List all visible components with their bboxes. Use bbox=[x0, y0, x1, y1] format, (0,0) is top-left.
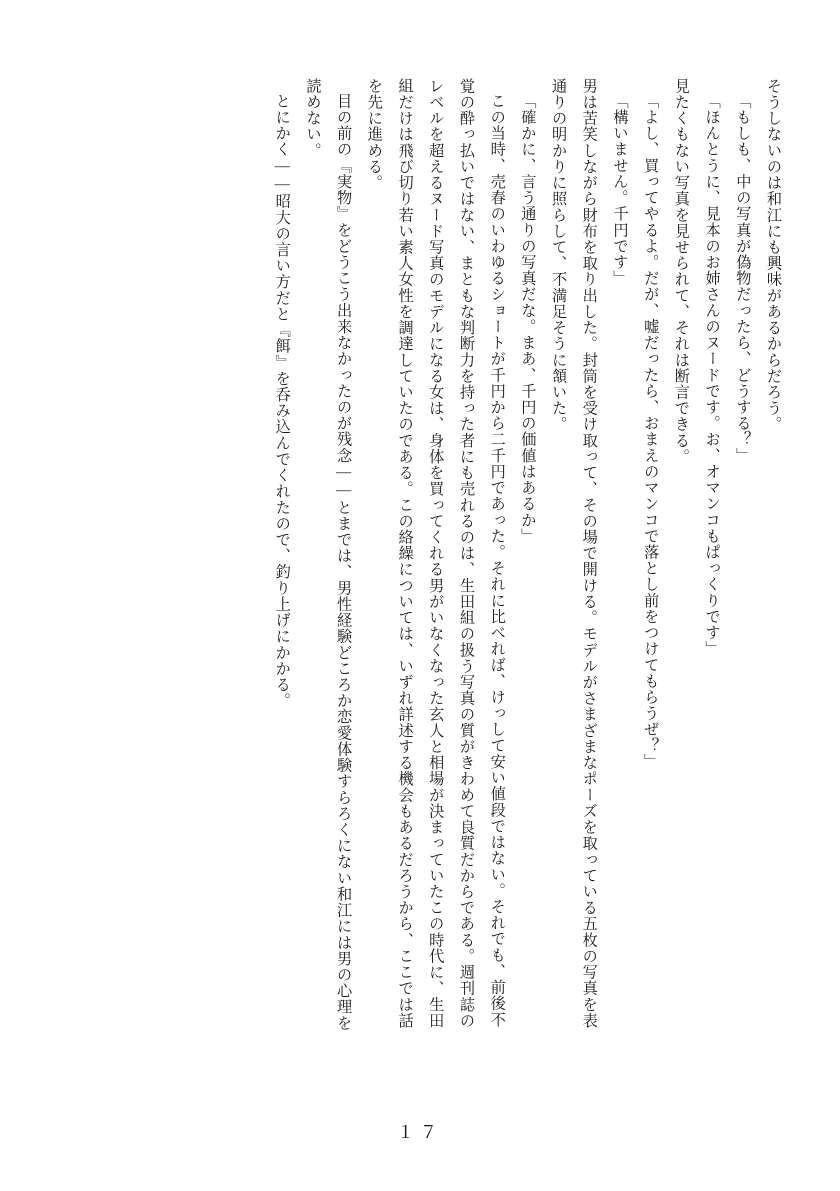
paragraph: 「もしも、中の写真が偽物だったら、どうする？」 bbox=[734, 93, 752, 464]
paragraph: この当時、売春のいわゆるショートが千円から二千円であった。それに比べれば、けっして安い値段ではない。それでも、前後不覚の酔っ払いではない、まともな判断力を持った者にも売れるのは、生田組の扱う写真の質がきわめて良質だからである。週刊誌のレベルを超えるヌード写真のモデルになる女は、身体を買ってくれる男がいなくなった玄人と相場が決まっていたこの時代に、生田組だけは飛び切り若い素人女性を調達していたのである。この絡繰については、いずれ詳述する機会もあるだろうから、ここでは話を先に進める。 bbox=[365, 78, 506, 1029]
paragraph: 「確かに、言う通りの写真だな。まあ、千円の価値はあるか」 bbox=[519, 93, 537, 545]
paragraph: 見たくもない写真を見せられて、それは断言できる。 bbox=[672, 78, 690, 465]
paragraph: 目の前の『実物』をどうこう出来なかったのが残念——とまでは、男性経験どころか恋愛体験すらろくにない和江には男の心理を読めない。 bbox=[304, 78, 353, 1032]
paragraph: とにかく——昭大の言い方だと『餌』を呑み込んでくれたので、釣り上げにかかる。 bbox=[273, 93, 291, 710]
paragraph: そうしないのは和江にも興味があるからだろう。 bbox=[765, 78, 782, 433]
paragraph: 「構いません。千円です」 bbox=[611, 93, 629, 287]
page-number: １７ bbox=[397, 1123, 443, 1142]
paragraph: 「ほんとうに、見本のお姉さんのヌードです。お、オマンコもぱっくりです」 bbox=[703, 93, 721, 658]
novel-body-text bbox=[52, 78, 788, 1038]
paragraph: 男は苦笑しながら財布を取り出した。封筒を受け取って、その場で開ける。モデルがさまざまなポーズを取っている五枚の写真を表通りの明かりに照らして、不満足そうに頷いた。 bbox=[550, 78, 598, 1029]
paragraph: 「よし、買ってやるよ。だが、嘘だったら、おまえのマンコで落とし前をつけてもらうぜ？」 bbox=[642, 93, 660, 770]
